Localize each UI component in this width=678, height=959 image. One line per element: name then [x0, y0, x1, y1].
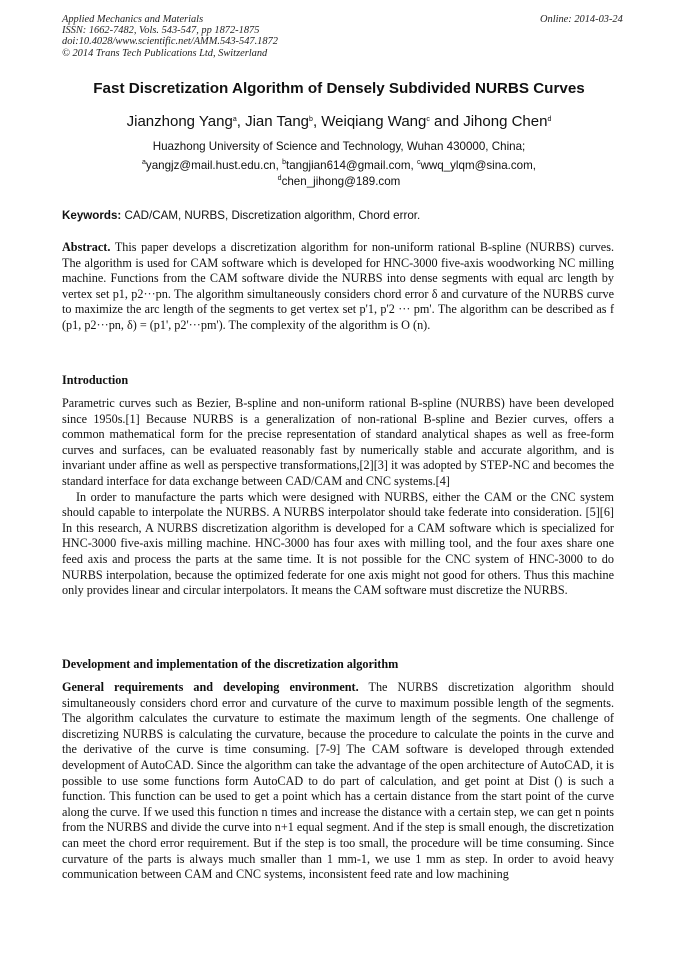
author-name: Jihong Chen [463, 113, 548, 130]
keywords [62, 209, 420, 222]
author-name: Jianzhong Yang [126, 113, 233, 130]
paragraph: Parametric curves such as Bezier, B-spline and non-uniform rational B-spline (NURBS) have been developed since 1950s.[1] Because NURBS is a generalization of non-rational B-spline and Bezier curves, offers a common mathematical form for the precise representation of standard analytical shapes as well as free-form curves and surfaces, can be evaluated reasonably fast by numerically stable and accurate algorithm, and is invariant under affine as well as perspective transformations,[2][3] it was adopted by STEP-NC and becomes the standard interface for data exchange between CAD/CAM and CNC systems.[4] [62, 396, 614, 488]
abstract-text: This paper develops a discretization algorithm for non-uniform rational B-spline (NURBS) curves. The algorithm is used for CAM software which is developed for HNC-3000 five-axis woodworking NC milling machine. Functions from the CAM software divide the NURBS into dense segments with equal arc length by vertex set p1, p2···pn. The algorithm simultaneously considers chord error δ and curvature of the NURBS curve to maximize the arc length of the segments to get vertex set p'1, p'2 ··· pm'. The algorithm can be described as f (p1, p2···pn, δ) = (p1', p2'···pm'). The complexity of the algorithm is O (n). [62, 240, 615, 332]
email-a: yangjz@mail.hust.edu.cn, [145, 159, 279, 172]
introduction-body [62, 396, 614, 599]
author-name: Jian Tang [245, 113, 310, 130]
author-name: Weiqiang Wang [321, 113, 427, 130]
keywords-text: CAD/CAM, NURBS, Discretization algorithm, Chord error. [124, 209, 421, 222]
section-heading-introduction: Introduction [62, 373, 129, 387]
doi-line: doi:10.4028/www.scientific.net/AMM.543-547.1872 [62, 36, 278, 48]
email-b: tangjian614@gmail.com, [285, 159, 414, 172]
paragraph: The NURBS discretization algorithm should simultaneously considers chord error and curvature of the curve to maximum possible length of the segments. The algorithm calculates the curvature to estimate the maximum length of the segments. One challenge of discretizing NURBS is calculating the curvature, because the procedure to calculate the points in the curve and the derivative of the curve is time consuming. [7-9] The CAM software is developed through extended development of AutoCAD. Since the algorithm can take the advantage of the open architecture of AutoCAD, it is possible to use some functions form AutoCAD to do part of calculation, and get point at Dist () is such a function. This function can be used to get a point which has a certain distance from the start point of the curve along the curve. If we used this function n times and increase the distance with a certain step, we can get n points from the NURBS and divide the curve into n+1 equal segment. And if the step is small enough, the discretization can meet the chord error requirement. But if the step is too small, the procedure will be time consuming. Since curvature of the parts is always much smaller than 1 mm-1, we use 1 mm as step. In order to avoid heavy communication between CAM and CNC systems, inconsistent feed rate and low machining [62, 680, 615, 882]
paper-title: Fast Discretization Algorithm of Densely Subdivided NURBS Curves [93, 80, 585, 97]
paragraph: In order to manufacture the parts which were designed with NURBS, either the CAM or the CNC system should capable to interpolate the NURBS. A NURBS interpolator should take federate into consideration. [5][6] In this research, A NURBS discretization algorithm is developed for a CAM software which is specialized for HNC-3000 five-axis milling machine. HNC-3000 has four axes with milling tool, and the four axes share one feed axis and process the parts at the same time. It is not possible for the CNC system of HNC-3000 to do NURBS interpolation, because the optimized federate for one axis might not good for others. Thus this machine only provides linear and circular interpolators. It means the CAM software must discretize the NURBS. [62, 489, 614, 598]
copyright-line: © 2014 Trans Tech Publications Ltd, Switzerland [62, 47, 268, 59]
journal-header [62, 14, 278, 59]
email-d: chen_jihong@189.com [281, 175, 401, 188]
section-heading-development: Development and implementation of the discretization algorithm [62, 657, 399, 671]
author-sup: b [309, 116, 313, 123]
author-sup: c [426, 116, 430, 123]
abstract-label: Abstract. [62, 240, 111, 254]
email-list: $^a$yangjz@mail.hust.edu.cn, $^b$tangjian614@gmail.com, $^c$wwq_ylqm@sina.com, $^d$chen_jihong@189.com [141, 159, 536, 188]
issn-line: ISSN: 1662-7482, Vols. 543-547, pp 1872-1875 [62, 25, 260, 37]
affiliation: Huazhong University of Science and Technology, Wuhan 430000, China; [152, 140, 526, 153]
email-c: wwq_ylqm@sina.com, [420, 159, 536, 172]
journal-name: Applied Mechanics and Materials [62, 14, 204, 25]
online-date: Online: 2014-03-24 [540, 14, 623, 25]
author-list: Jianzhong Yang$^a$, Jian Tang$^b$, Weiqiang Wang$^c$ and Jihong Chen$^d$ [126, 113, 552, 130]
author-sup: a [232, 116, 237, 123]
subsection-lead: General requirements and developing environment. [62, 680, 359, 694]
keywords-label: Keywords: [62, 209, 122, 222]
abstract [62, 240, 614, 334]
development-body [62, 680, 614, 883]
author-sup: d [547, 116, 552, 123]
